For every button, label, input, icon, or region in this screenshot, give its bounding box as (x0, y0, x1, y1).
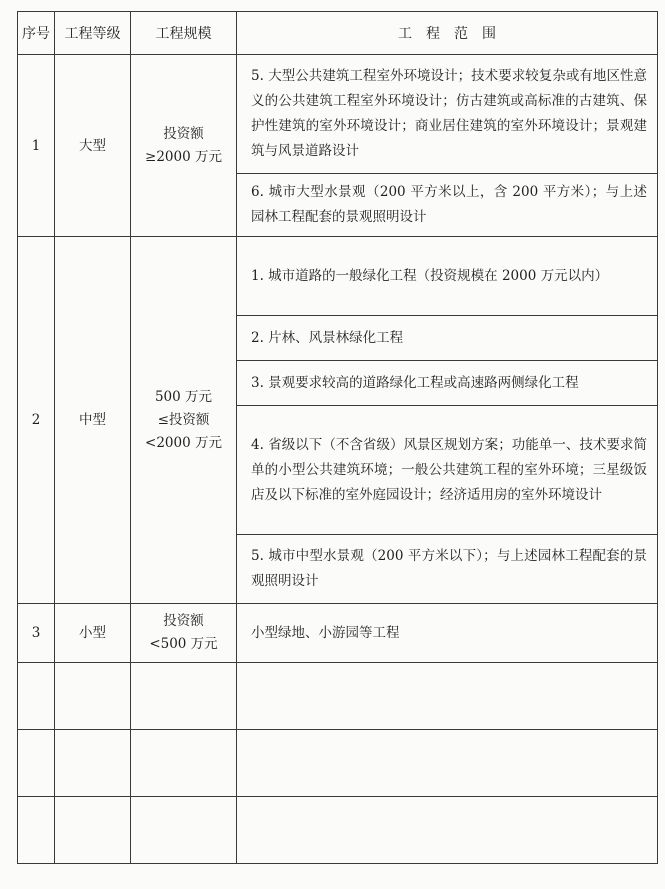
empty-cell (131, 663, 237, 730)
table-row (18, 55, 658, 174)
table-row (18, 237, 658, 316)
scope-text: 5. 大型公共建筑工程室外环境设计；技术要求较复杂或有地区性意义的公共建筑工程室外环境设计；仿古建筑或高标准的古建筑、保护性建筑的室外环境设计；商业居住建筑的室外环境设计；景观建筑与风景道路设计 (251, 68, 647, 159)
scope-text: 3. 景观要求较高的道路绿化工程或高速路两侧绿化工程 (251, 374, 579, 391)
empty-cell (131, 730, 237, 797)
row-scale (131, 604, 237, 663)
empty-cell (55, 797, 131, 864)
project-grade-table (17, 11, 658, 864)
scope-cell (237, 406, 658, 535)
empty-cell (18, 663, 55, 730)
scope-text: 4. 省级以下（不含省级）风景区规划方案；功能单一、技术要求简单的小型公共建筑环境；一般公共建筑工程的室外环境；三星级饭店及以下标准的室外庭园设计；经济适用房的室外环境设计 (251, 436, 647, 503)
empty-cell (237, 730, 658, 797)
header-no: 序号 (18, 12, 55, 55)
empty-cell (237, 663, 658, 730)
row-scale (131, 237, 237, 604)
scope-text: 6. 城市大型水景观（200 平方米以上，含 200 平方米）；与上述园林工程配套的景观照明设计 (251, 184, 647, 225)
scope-cell (237, 174, 658, 237)
empty-row (18, 730, 658, 797)
scope-cell (237, 316, 658, 361)
scope-cell (237, 604, 658, 663)
scale-line: ≥2000 万元 (145, 148, 222, 165)
scale-line: <500 万元 (149, 636, 218, 652)
row-no: 3 (18, 604, 55, 663)
scope-text: 2. 片林、风景林绿化工程 (251, 329, 404, 346)
row-grade: 中型 (55, 237, 131, 604)
empty-cell (18, 730, 55, 797)
scale-line: ≤投资额 (157, 411, 210, 428)
header-grade: 工程等级 (55, 12, 131, 55)
header-scale: 工程规模 (131, 12, 237, 55)
scope-cell (237, 237, 658, 316)
scale-line: 投资额 (163, 125, 204, 142)
header-scope: 工程范围 (237, 12, 658, 55)
table-header-row (18, 12, 658, 55)
scope-cell (237, 535, 658, 604)
empty-row (18, 797, 658, 864)
empty-cell (237, 797, 658, 864)
row-grade: 小型 (55, 604, 131, 663)
empty-cell (131, 797, 237, 864)
row-no: 2 (18, 237, 55, 604)
table-row (18, 604, 658, 663)
scope-text: 1. 城市道路的一般绿化工程（投资规模在 2000 万元以内） (251, 267, 609, 284)
scale-line: 500 万元 (154, 388, 213, 405)
row-scale (131, 55, 237, 237)
scale-line: <2000 万元 (145, 434, 222, 451)
scope-cell (237, 55, 658, 174)
scale-line: 投资额 (163, 613, 204, 629)
row-grade: 大型 (55, 55, 131, 237)
empty-row (18, 663, 658, 730)
empty-cell (55, 730, 131, 797)
row-no: 1 (18, 55, 55, 237)
empty-cell (18, 797, 55, 864)
scope-cell (237, 361, 658, 406)
empty-cell (55, 663, 131, 730)
scope-text: 小型绿地、小游园等工程 (251, 624, 400, 641)
scope-text: 5. 城市中型水景观（200 平方米以下）；与上述园林工程配套的景观照明设计 (251, 548, 647, 589)
